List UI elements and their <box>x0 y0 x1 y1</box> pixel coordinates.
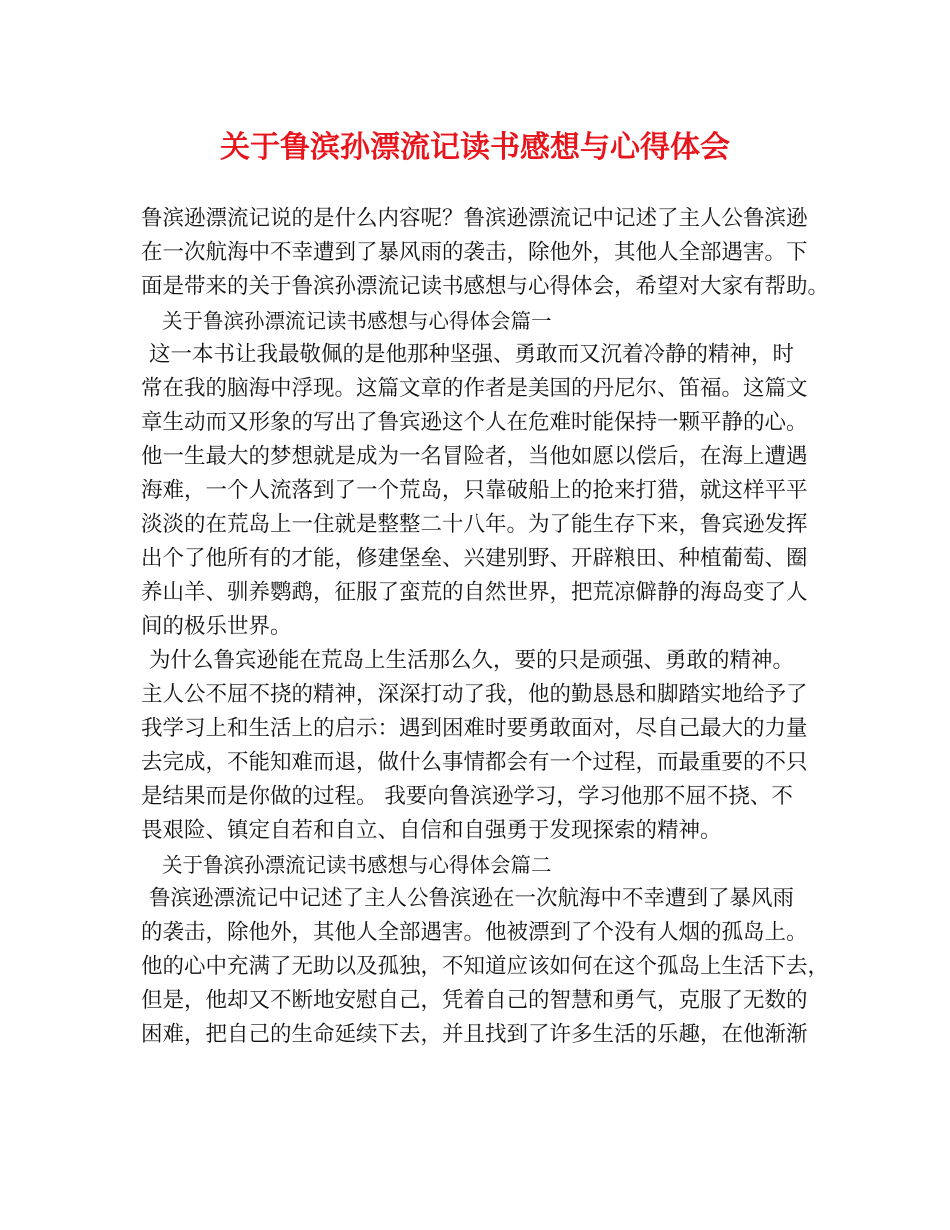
paragraph-line: 章生动而又形象的写出了鲁宾逊这个人在危难时能保持一颗平静的心。 <box>141 410 808 435</box>
paragraph-line: 我学习上和生活上的启示：遇到困难时要勇敢面对，尽自己最大的力量 <box>141 716 808 741</box>
paragraph-line: 常在我的脑海中浮现。这篇文章的作者是美国的丹尼尔、笛福。这篇文 <box>141 376 808 401</box>
paragraph-line: 面是带来的关于鲁滨孙漂流记读书感想与心得体会，希望对大家有帮助。 <box>141 274 830 299</box>
paragraph-line: 间的极乐世界。 <box>141 614 292 639</box>
paragraph-line: 海难，一个人流落到了一个荒岛，只靠破船上的抢来打猎，就这样平平 <box>141 478 808 503</box>
paragraph-line: 养山羊、驯养鹦鹉，征服了蛮荒的自然世界，把荒凉僻静的海岛变了人 <box>141 580 808 605</box>
paragraph-line: 为什么鲁宾逊能在荒岛上生活那么久，要的只是顽强、勇敢的精神。 <box>149 648 795 673</box>
paragraph-line: 困难，把自己的生命延续下去，并且找到了许多生活的乐趣，在他渐渐 <box>141 1022 808 1047</box>
section-heading: 关于鲁滨孙漂流记读书感想与心得体会篇一 <box>162 309 552 333</box>
paragraph-line: 出个了他所有的才能，修建堡垒、兴建别野、开辟粮田、种植葡萄、圈 <box>141 546 808 571</box>
paragraph-line: 淡淡的在荒岛上一住就是整整二十八年。为了能生存下来，鲁宾逊发挥 <box>141 512 808 537</box>
paragraph-line: 他的心中充满了无助以及孤独，不知道应该如何在这个孤岛上生活下去， <box>141 954 830 979</box>
paragraph-line: 畏艰险、镇定自若和自立、自信和自强勇于发现探索的精神。 <box>141 818 722 843</box>
paragraph-line: 鲁滨逊漂流记中记述了主人公鲁滨逊在一次航海中不幸遭到了暴风雨 <box>149 886 795 911</box>
paragraph-line: 的袭击，除他外，其他人全部遇害。他被漂到了个没有人烟的孤岛上。 <box>141 920 808 945</box>
paragraph-line: 是结果而是你做的过程。 我要向鲁滨逊学习，学习他那不屈不挠、不 <box>141 784 793 809</box>
paragraph-line: 去完成，不能知难而退，做什么事情都会有一个过程，而最重要的不只 <box>141 750 808 775</box>
document-body <box>141 202 831 1052</box>
paragraph-line: 他一生最大的梦想就是成为一名冒险者，当他如愿以偿后，在海上遭遇 <box>141 444 808 469</box>
paragraph-line: 这一本书让我最敬佩的是他那种坚强、勇敢而又沉着冷静的精神，时 <box>149 342 795 367</box>
section-heading: 关于鲁滨孙漂流记读书感想与心得体会篇二 <box>162 853 552 877</box>
document-title: 关于鲁滨孙漂流记读书感想与心得体会 <box>220 130 730 165</box>
paragraph-line: 主人公不屈不挠的精神，深深打动了我，他的勤恳恳和脚踏实地给予了 <box>141 682 808 707</box>
paragraph-line: 但是，他却又不断地安慰自己，凭着自己的智慧和勇气，克服了无数的 <box>141 988 808 1013</box>
paragraph-line: 在一次航海中不幸遭到了暴风雨的袭击，除他外，其他人全部遇害。下 <box>141 240 808 265</box>
paragraph-line: 鲁滨逊漂流记说的是什么内容呢？鲁滨逊漂流记中记述了主人公鲁滨逊 <box>141 206 808 231</box>
